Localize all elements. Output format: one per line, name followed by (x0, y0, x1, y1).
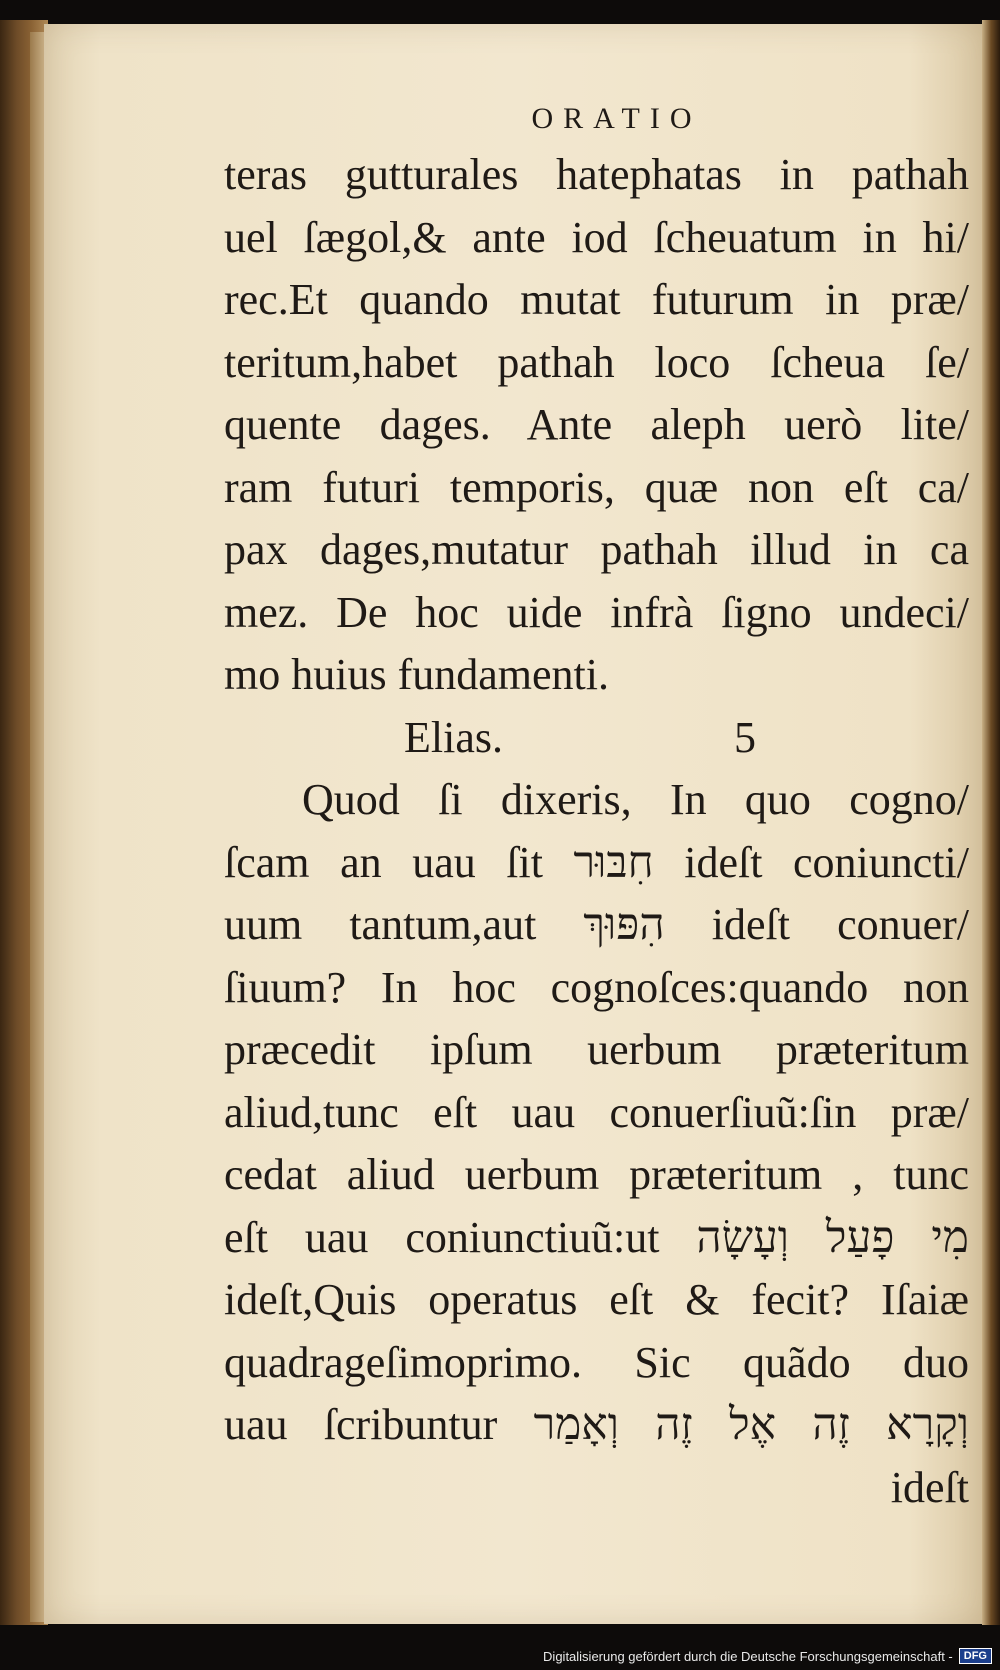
section-title: Elias. (404, 712, 503, 762)
text-line: ideſt,Quis operatus eſt & fecit? Iſaiæ (224, 1275, 969, 1324)
paragraph-1 (224, 144, 969, 707)
text-line: teritum,habet pathah loco ſcheua ſe/ (224, 337, 969, 387)
text-line: præcedit ipſum uerbum præteritum (224, 1025, 969, 1074)
section-heading (224, 707, 969, 770)
page-edge-right (982, 20, 1000, 1625)
text-line: cedat aliud uerbum præteritum , tunc (224, 1150, 969, 1199)
text-line: teras gutturales hatephatas in pathah (224, 150, 969, 199)
text-line: aliud,tunc eſt uau conuerſiuũ:ſin præ/ (224, 1087, 969, 1137)
text-line: quadrageſimoprimo. Sic quãdo duo (224, 1337, 969, 1387)
book-page (44, 24, 984, 1624)
paragraph-2 (224, 769, 969, 1457)
text-line: quente dages. Ante aleph uerò lite/ (224, 400, 969, 449)
text-line: mez. De hoc uide infrà ſigno undeci/ (224, 587, 969, 637)
dfg-logo: DFG (959, 1648, 992, 1664)
text-line: ſiuum? In hoc cognoſces:quando non (224, 962, 969, 1012)
text-line: Quod ſi dixeris, In quo cogno/ (302, 775, 969, 824)
text-line: ram futuri temporis, quæ non eſt ca/ (224, 462, 969, 512)
catchword: ideſt (890, 1462, 969, 1512)
text-line: uum tantum,aut הִפּוּךְ ideſt conuer/ (224, 900, 969, 949)
credit-text: Digitalisierung gefördert durch die Deutsche Forschungsgemeinschaft - (543, 1648, 953, 1664)
text-line: uel ſægol,& ante iod ſcheuatum in hi/ (224, 212, 969, 262)
section-number: 5 (734, 712, 756, 762)
text-line: pax dages,mutatur pathah illud in ca (224, 525, 969, 574)
text-line: mo huius fundamenti. (224, 650, 609, 699)
text-line: uau ſcribuntur וְקָרָא זֶה אֶל זֶה וְאָמַר (224, 1400, 969, 1449)
text-line: rec.Et quando mutat futurum in præ/ (224, 275, 969, 324)
text-block (224, 94, 969, 1519)
text-line: eſt uau coniunctiuũ:ut מִי פָעַל וְעָשָׂה (224, 1212, 969, 1262)
running-header: ORATIO (531, 102, 702, 135)
digitization-credit (543, 1648, 992, 1664)
text-line: ſcam an uau ſit חִבּוּר ideſt coniuncti/ (224, 837, 969, 887)
